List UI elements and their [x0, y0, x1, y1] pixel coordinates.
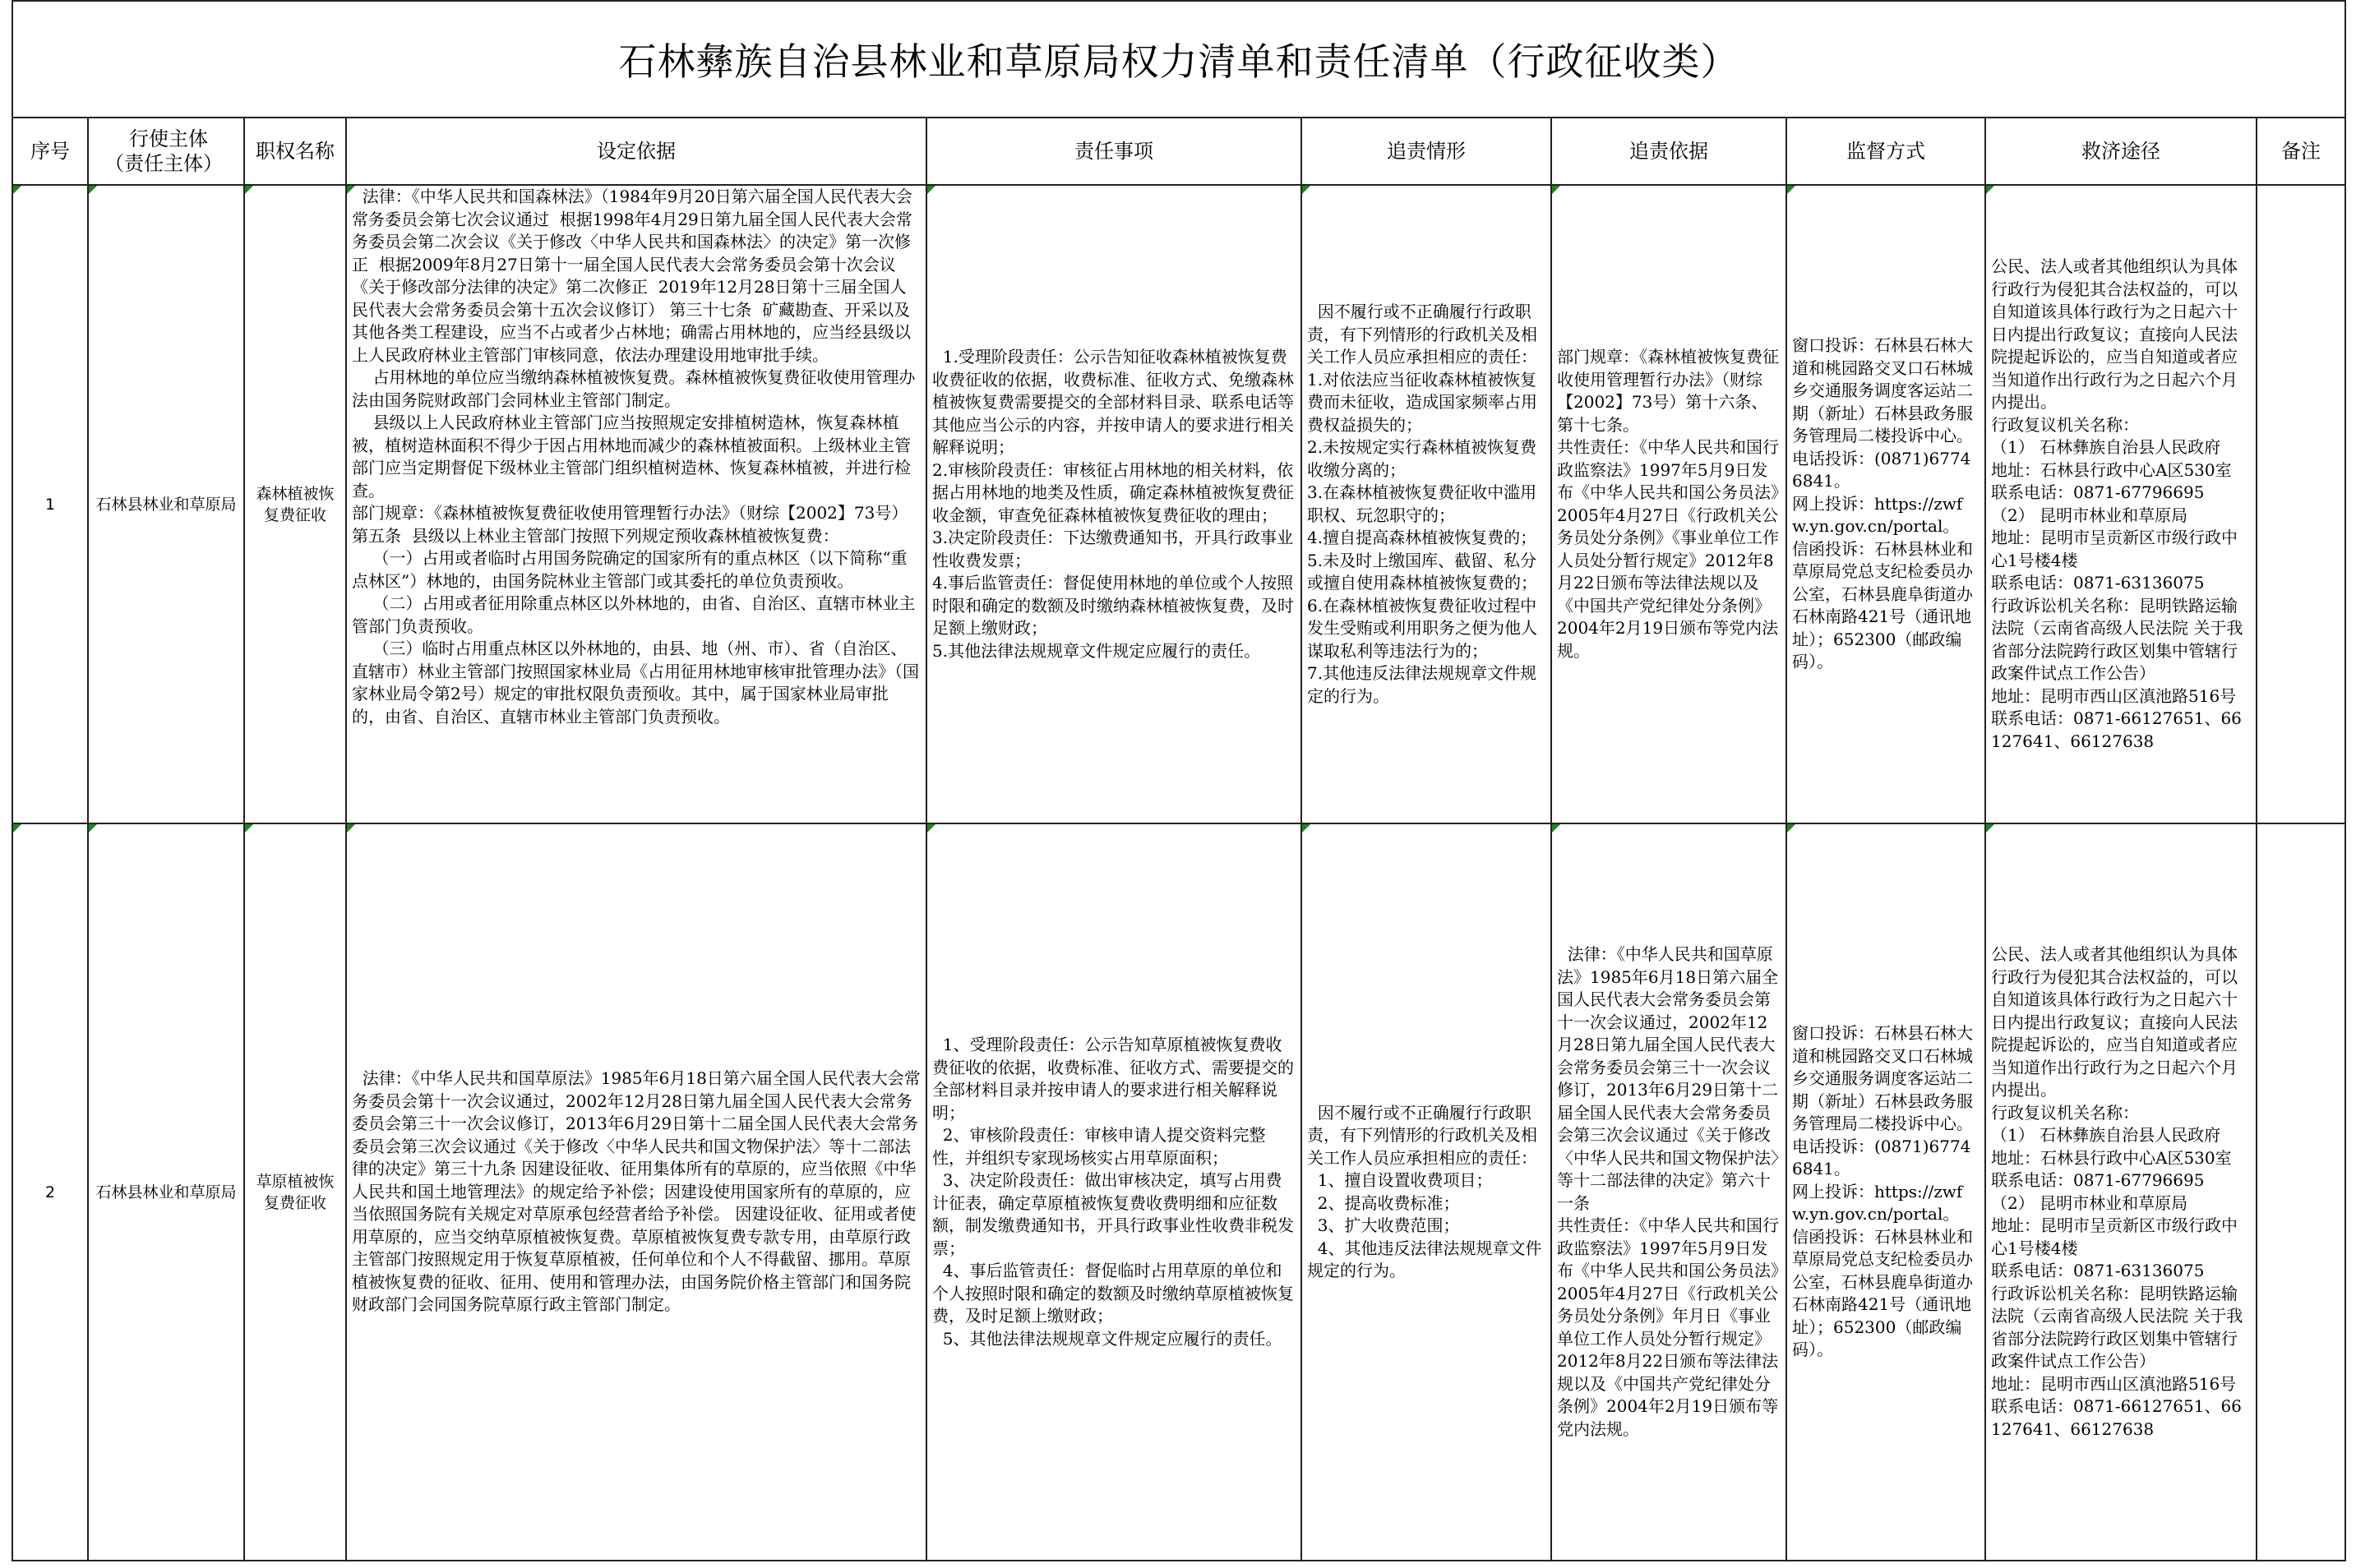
table-header-row	[12, 118, 2345, 185]
cell-remedy-text: 公民、法人或者其他组织认为具体行政行为侵犯其合法权益的，可以自知道该具体行政行为之日起六十日内提出行政复议；直接向人民法院提起诉讼的，应当自知道或者应当知道作出行政行为之日起六个月内提出。 行政复议机关名称： （1） 石林彝族自治县人民政府 地址：石林县行政中心A区530室 联系电话：0871-67796695 （2） 昆明市林业和草原局 地址：昆明市呈贡新区市级行政中心1号楼4楼 联系电话：0871-63136075 行政诉讼机关名称：昆明铁路运输法院（云南省高级人民法院 关于我省部分法院跨行政区划集中管辖行政案件试点工作公告） 地址：昆明市西山区滇池路516号 联系电话：0871-66127651、66127641、66127638	[1991, 944, 2243, 1439]
cell-subject-text: 石林县林业和草原局	[95, 1183, 237, 1201]
comment-marker-icon	[1302, 824, 1310, 832]
cell-subject-text: 石林县林业和草原局	[95, 495, 237, 514]
table-row	[12, 823, 2345, 1561]
cell-accountability-cases	[1301, 823, 1551, 1561]
cell-duties	[926, 823, 1301, 1561]
cell-supervision-text: 窗口投诉：石林县石林大道和桃园路交叉口石林城乡交通服务调度客运站二期（新址）石林县政务服务管理局二楼投诉中心。 电话投诉：(0871)67746841。 网上投诉：https://zwfw.yn.gov.cn/portal。 信函投诉：石林县林业和草原局党总支纪检委员办公室，石林县鹿阜街道办石林南路421号（通讯地址）；652300（邮政编码）。	[1792, 335, 1973, 672]
comment-marker-icon	[1986, 186, 1994, 194]
cell-accountability-cases	[1301, 185, 1551, 823]
cell-accountability-basis	[1551, 823, 1786, 1561]
comment-marker-icon	[1787, 824, 1795, 832]
comment-marker-icon	[13, 824, 21, 832]
cell-remedy-text: 公民、法人或者其他组织认为具体行政行为侵犯其合法权益的，可以自知道该具体行政行为之日起六十日内提出行政复议；直接向人民法院提起诉讼的，应当自知道或者应当知道作出行政行为之日起六个月内提出。 行政复议机关名称： （1） 石林彝族自治县人民政府 地址：石林县行政中心A区530室 联系电话：0871-67796695 （2） 昆明市林业和草原局 地址：昆明市呈贡新区市级行政中心1号楼4楼 联系电话：0871-63136075 行政诉讼机关名称：昆明铁路运输法院（云南省高级人民法院 关于我省部分法院跨行政区划集中管辖行政案件试点工作公告） 地址：昆明市西山区滇池路516号 联系电话：0871-66127651、66127641、66127638	[1991, 256, 2243, 751]
cell-remedy	[1985, 185, 2257, 823]
cell-supervision	[1786, 185, 1985, 823]
comment-marker-icon	[1552, 824, 1560, 832]
header-remark: 备注	[2257, 118, 2345, 185]
comment-marker-icon	[1986, 824, 1994, 832]
cell-seq-text: 1	[44, 495, 56, 514]
comment-marker-icon	[927, 186, 935, 194]
comment-marker-icon	[245, 186, 253, 194]
cell-subject	[88, 823, 244, 1561]
cell-remark	[2257, 185, 2345, 823]
cell-subject	[88, 185, 244, 823]
header-seq: 序号	[12, 118, 88, 185]
header-basis: 设定依据	[346, 118, 926, 185]
comment-marker-icon	[89, 186, 97, 194]
cell-accountability-cases-text: 因不履行或不正确履行行政职责，有下列情形的行政机关及相关工作人员应承担相应的责任： 1、擅自设置收费项目； 2、提高收费标准； 3、扩大收费范围； 4、其他违反法律法规规章文件规定的行为。	[1307, 1102, 1542, 1280]
cell-basis-text: 法律：《中华人民共和国森林法》（1984年9月20日第六届全国人民代表大会常务委员会第七次会议通过 根据1998年4月29日第九届全国人民代表大会常务委员会第二次会议《关于修改〈中华人民共和国森林法〉的决定》第一次修正 根据2009年8月27日第十一届全国人民代表大会常务委员会第十次会议《关于修改部分法律的决定》第二次修正 2019年12月28日第十三届全国人民代表大会常务委员会第十五次会议修订） 第三十七条 矿藏勘查、开采以及其他各类工程建设，应当不占或者少占林地；确需占用林地的，应当经县级以上人民政府林业主管部门审核同意，依法办理建设用地审批手续。 占用林地的单位应当缴纳森林植被恢复费。森林植被恢复费征收使用管理办法由国务院财政部门会同林业主管部门制定。 县级以上人民政府林业主管部门应当按照规定安排植树造林，恢复森林植被，植树造林面积不得少于因占用林地而减少的森林植被面积。上级林业主管部门应当定期督促下级林业主管部门组织植树造林、恢复森林植被，并进行检查。 部门规章：《森林植被恢复费征收使用管理暂行办法》（财综【2002】73号）第五条 县级以上林业主管部门按照下列规定预收森林植被恢复费： （一）占用或者临时占用国务院确定的国家所有的重点林区（以下简称“重点林区”）林地的，由国务院林业主管部门或其委托的单位负责预收。 （二）占用或者征用除重点林区以外林地的，由省、自治区、直辖市林业主管部门负责预收。 （三）临时占用重点林区以外林地的，由县、地（州、市）、省（自治区、直辖市）林业主管部门按照国家林业局《占用征用林地审核审批管理办法》（国家林业局令第2号）规定的审批权限负责预收。其中，属于国家林业局审批的，由省、自治区、直辖市林业主管部门负责预收。	[352, 187, 919, 726]
comment-marker-icon	[13, 186, 21, 194]
cell-accountability-cases-text: 因不履行或不正确履行行政职责，有下列情形的行政机关及相关工作人员应承担相应的责任： 1.对依法应当征收森林植被恢复费而未征收，造成国家频率占用费权益损失的； 2.未按规定实行森林植被恢复费收缴分离的； 3.在森林植被恢复费征收中滥用职权、玩忽职守的； 4.擅自提高森林植被恢复费的； 5.未及时上缴国库、截留、私分或擅自使用森林植被恢复费的； 6.在森林植被恢复费征收过程中发生受贿或利用职务之便为他人谋取私利等违法行为的； 7.其他违反法律法规规章文件规定的行为。	[1307, 302, 1537, 706]
cell-accountability-basis	[1551, 185, 1786, 823]
cell-duties-text: 1、受理阶段责任：公示告知草原植被恢复费收费征收的依据，收费标准、征收方式、需要提交的全部材料目录并按申请人的要求进行相关解释说明； 2、审核阶段责任：审核申请人提交资料完整性，并组织专家现场核实占用草原面积； 3、决定阶段责任：做出审核决定，填写占用费计征表，确定草原植被恢复费收费明细和应征数额，制发缴费通知书，开具行政事业性收费非税发票； 4、事后监管责任：督促临时占用草原的单位和个人按照时限和确定的数额及时缴纳草原植被恢复费，及时足额上缴财政； 5、其他法律法规规章文件规定应履行的责任。	[932, 1035, 1294, 1349]
cell-seq	[12, 823, 88, 1561]
spreadsheet	[12, 0, 2344, 1561]
responsibility-table	[12, 0, 2346, 1561]
comment-marker-icon	[1552, 186, 1560, 194]
cell-accountability-basis-text: 法律：《中华人民共和国草原法》1985年6月18日第六届全国人民代表大会常务委员会第十一次会议通过，2002年12月28日第九届全国人民代表大会常务委员会第三十一次会议修订，2013年6月29日第十二届全国人民代表大会常务委员会第三次会议通过《关于修改〈中华人民共和国文物保护法〉等十二部法律的决定》第六十一条 共性责任：《中华人民共和国行政监察法》1997年5月9日发布《中华人民共和国公务员法》2005年4月27日《行政机关公务员处分条例》年月日《事业单位工作人员处分暂行规定》2012年8月22日颁布等法律法规以及《中国共产党纪律处分条例》2004年2月19日颁布等党内法规。	[1557, 944, 1779, 1439]
header-accountability-cases: 追责情形	[1301, 118, 1551, 185]
comment-marker-icon	[347, 186, 355, 194]
cell-seq-text: 2	[44, 1183, 56, 1201]
table-row	[12, 185, 2345, 823]
cell-remark	[2257, 823, 2345, 1561]
comment-marker-icon	[1787, 186, 1795, 194]
comment-marker-icon	[347, 824, 355, 832]
cell-supervision-text: 窗口投诉：石林县石林大道和桃园路交叉口石林城乡交通服务调度客运站二期（新址）石林县政务服务管理局二楼投诉中心。 电话投诉：(0871)67746841。 网上投诉：https://zwfw.yn.gov.cn/portal。 信函投诉：石林县林业和草原局党总支纪检委员办公室，石林县鹿阜街道办石林南路421号（通讯地址）；652300（邮政编码）。	[1792, 1023, 1973, 1360]
header-subject-label: 行使主体 （责任主体）	[104, 127, 223, 175]
comment-marker-icon	[927, 824, 935, 832]
cell-accountability-basis-text: 部门规章：《森林植被恢复费征收使用管理暂行办法》（财综【2002】73号）第十六条、第十七条。 共性责任：《中华人民共和国行政监察法》1997年5月9日发布《中华人民共和国公务员法》2005年4月27日《行政机关公务员处分条例》《事业单位工作人员处分暂行规定》2012年8月22日颁布等法律法规以及《中国共产党纪律处分条例》2004年2月19日颁布等党内法规。	[1557, 347, 1779, 661]
cell-supervision	[1786, 823, 1985, 1561]
comment-marker-icon	[1302, 186, 1310, 194]
page-title: 石林彝族自治县林业和草原局权力清单和责任清单（行政征收类）	[12, 1, 2345, 118]
cell-power-name-text: 草原植被恢复费征收	[256, 1172, 335, 1212]
header-power-name: 职权名称	[244, 118, 346, 185]
header-supervision: 监督方式	[1786, 118, 1985, 185]
cell-seq	[12, 185, 88, 823]
cell-power-name	[244, 823, 346, 1561]
comment-marker-icon	[245, 824, 253, 832]
cell-duties	[926, 185, 1301, 823]
cell-power-name	[244, 185, 346, 823]
comment-marker-icon	[89, 824, 97, 832]
header-subject	[88, 118, 244, 185]
cell-power-name-text: 森林植被恢复费征收	[256, 484, 335, 524]
header-accountability-basis: 追责依据	[1551, 118, 1786, 185]
cell-duties-text: 1.受理阶段责任：公示告知征收森林植被恢复费收费征收的依据，收费标准、征收方式、免缴森林植被恢复费需要提交的全部材料目录、联系电话等其他应当公示的内容，并按申请人的要求进行相关解释说明； 2.审核阶段责任：审核征占用林地的相关材料，依据占用林地的地类及性质，确定森林植被恢复费征收金额，审查免征森林植被恢复费征收的理由； 3.决定阶段责任：下达缴费通知书，开具行政事业性收费发票； 4.事后监管责任：督促使用林地的单位或个人按照时限和确定的数额及时缴纳森林植被恢复费，及时足额上缴财政； 5.其他法律法规规章文件规定应履行的责任。	[932, 347, 1294, 661]
header-remedy: 救济途径	[1985, 118, 2257, 185]
cell-basis-text: 法律：《中华人民共和国草原法》1985年6月18日第六届全国人民代表大会常务委员会第十一次会议通过，2002年12月28日第九届全国人民代表大会常务委员会第三十一次会议修订，2013年6月29日第十二届全国人民代表大会常务委员会第三次会议通过《关于修改〈中华人民共和国文物保护法〉等十二部法律的决定》第三十九条 因建设征收、征用集体所有的草原的，应当依照《中华人民共和国土地管理法》的规定给予补偿；因建设使用国家所有的草原的，应当依照国务院有关规定对草原承包经营者给予补偿。 因建设征收、征用或者使用草原的，应当交纳草原植被恢复费。草原植被恢复费专款专用，由草原行政主管部门按照规定用于恢复草原植被，任何单位和个人不得截留、挪用。草原植被恢复费的征收、征用、使用和管理办法，由国务院价格主管部门和国务院财政部门会同国务院草原行政主管部门制定。	[352, 1068, 921, 1315]
cell-remedy	[1985, 823, 2257, 1561]
cell-basis	[346, 185, 926, 823]
cell-basis	[346, 823, 926, 1561]
header-duties: 责任事项	[926, 118, 1301, 185]
